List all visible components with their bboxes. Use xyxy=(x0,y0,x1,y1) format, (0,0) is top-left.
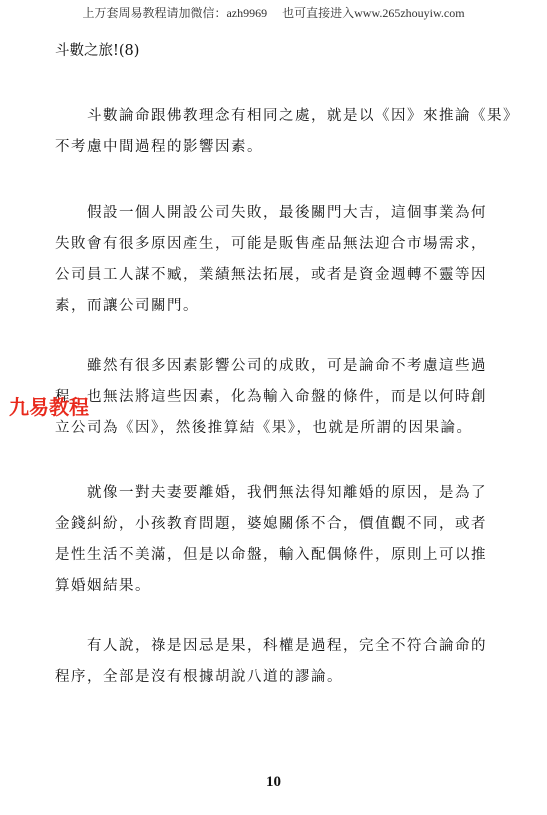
paragraph-line: 公司員工人謀不臧，業績無法拓展，或者是資金週轉不靈等因 xyxy=(55,267,487,283)
page-number: 10 xyxy=(266,774,281,790)
paragraph-5 xyxy=(55,631,491,693)
paragraph-line: 失敗會有很多原因產生，可能是販售產品無法迎合市場需求， xyxy=(55,236,487,252)
site-header: 上万套周易教程请加微信：azh9969 也可直接进入www.265zhouyiw.com xyxy=(82,6,465,20)
paragraph-line: 就像一對夫妻要離婚，我們無法得知離婚的原因，是為了 xyxy=(55,485,487,501)
paragraph-2 xyxy=(55,198,491,322)
paragraph-line: 是性生活不美滿，但是以命盤，輸入配偶條件，原則上可以推 xyxy=(55,547,487,563)
paragraph-1 xyxy=(55,101,519,163)
paragraph-3 xyxy=(55,351,491,444)
paragraph-line: 斗數論命跟佛教理念有相同之處，就是以《因》來推論《果》 xyxy=(55,108,519,124)
watermark-logo: 九易教程 xyxy=(9,395,89,419)
paragraph-4 xyxy=(55,478,491,602)
page-title: 斗數之旅!(8) xyxy=(55,43,140,59)
paragraph-line: 有人說，祿是因忌是果，科權是過程，完全不符合論命的 xyxy=(55,638,487,654)
paragraph-line: 程，也無法將這些因素，化為輸入命盤的條件，而是以何時創 xyxy=(55,389,487,405)
paragraph-line: 立公司為《因》，然後推算結《果》，也就是所謂的因果論。 xyxy=(55,420,473,436)
paragraph-line: 算婚姻結果。 xyxy=(55,578,151,594)
paragraph-line: 不考慮中間過程的影響因素。 xyxy=(55,139,263,155)
paragraph-line: 程序，全部是沒有根據胡說八道的謬論。 xyxy=(55,669,343,685)
paragraph-line: 假設一個人開設公司失敗，最後關門大吉，這個事業為何 xyxy=(55,205,487,221)
paragraph-line: 金錢糾紛，小孩教育問題，婆媳關係不合，價值觀不同，或者 xyxy=(55,516,487,532)
paragraph-line: 素，而讓公司關門。 xyxy=(55,298,199,314)
paragraph-line: 雖然有很多因素影響公司的成敗，可是論命不考慮這些過 xyxy=(55,358,487,374)
